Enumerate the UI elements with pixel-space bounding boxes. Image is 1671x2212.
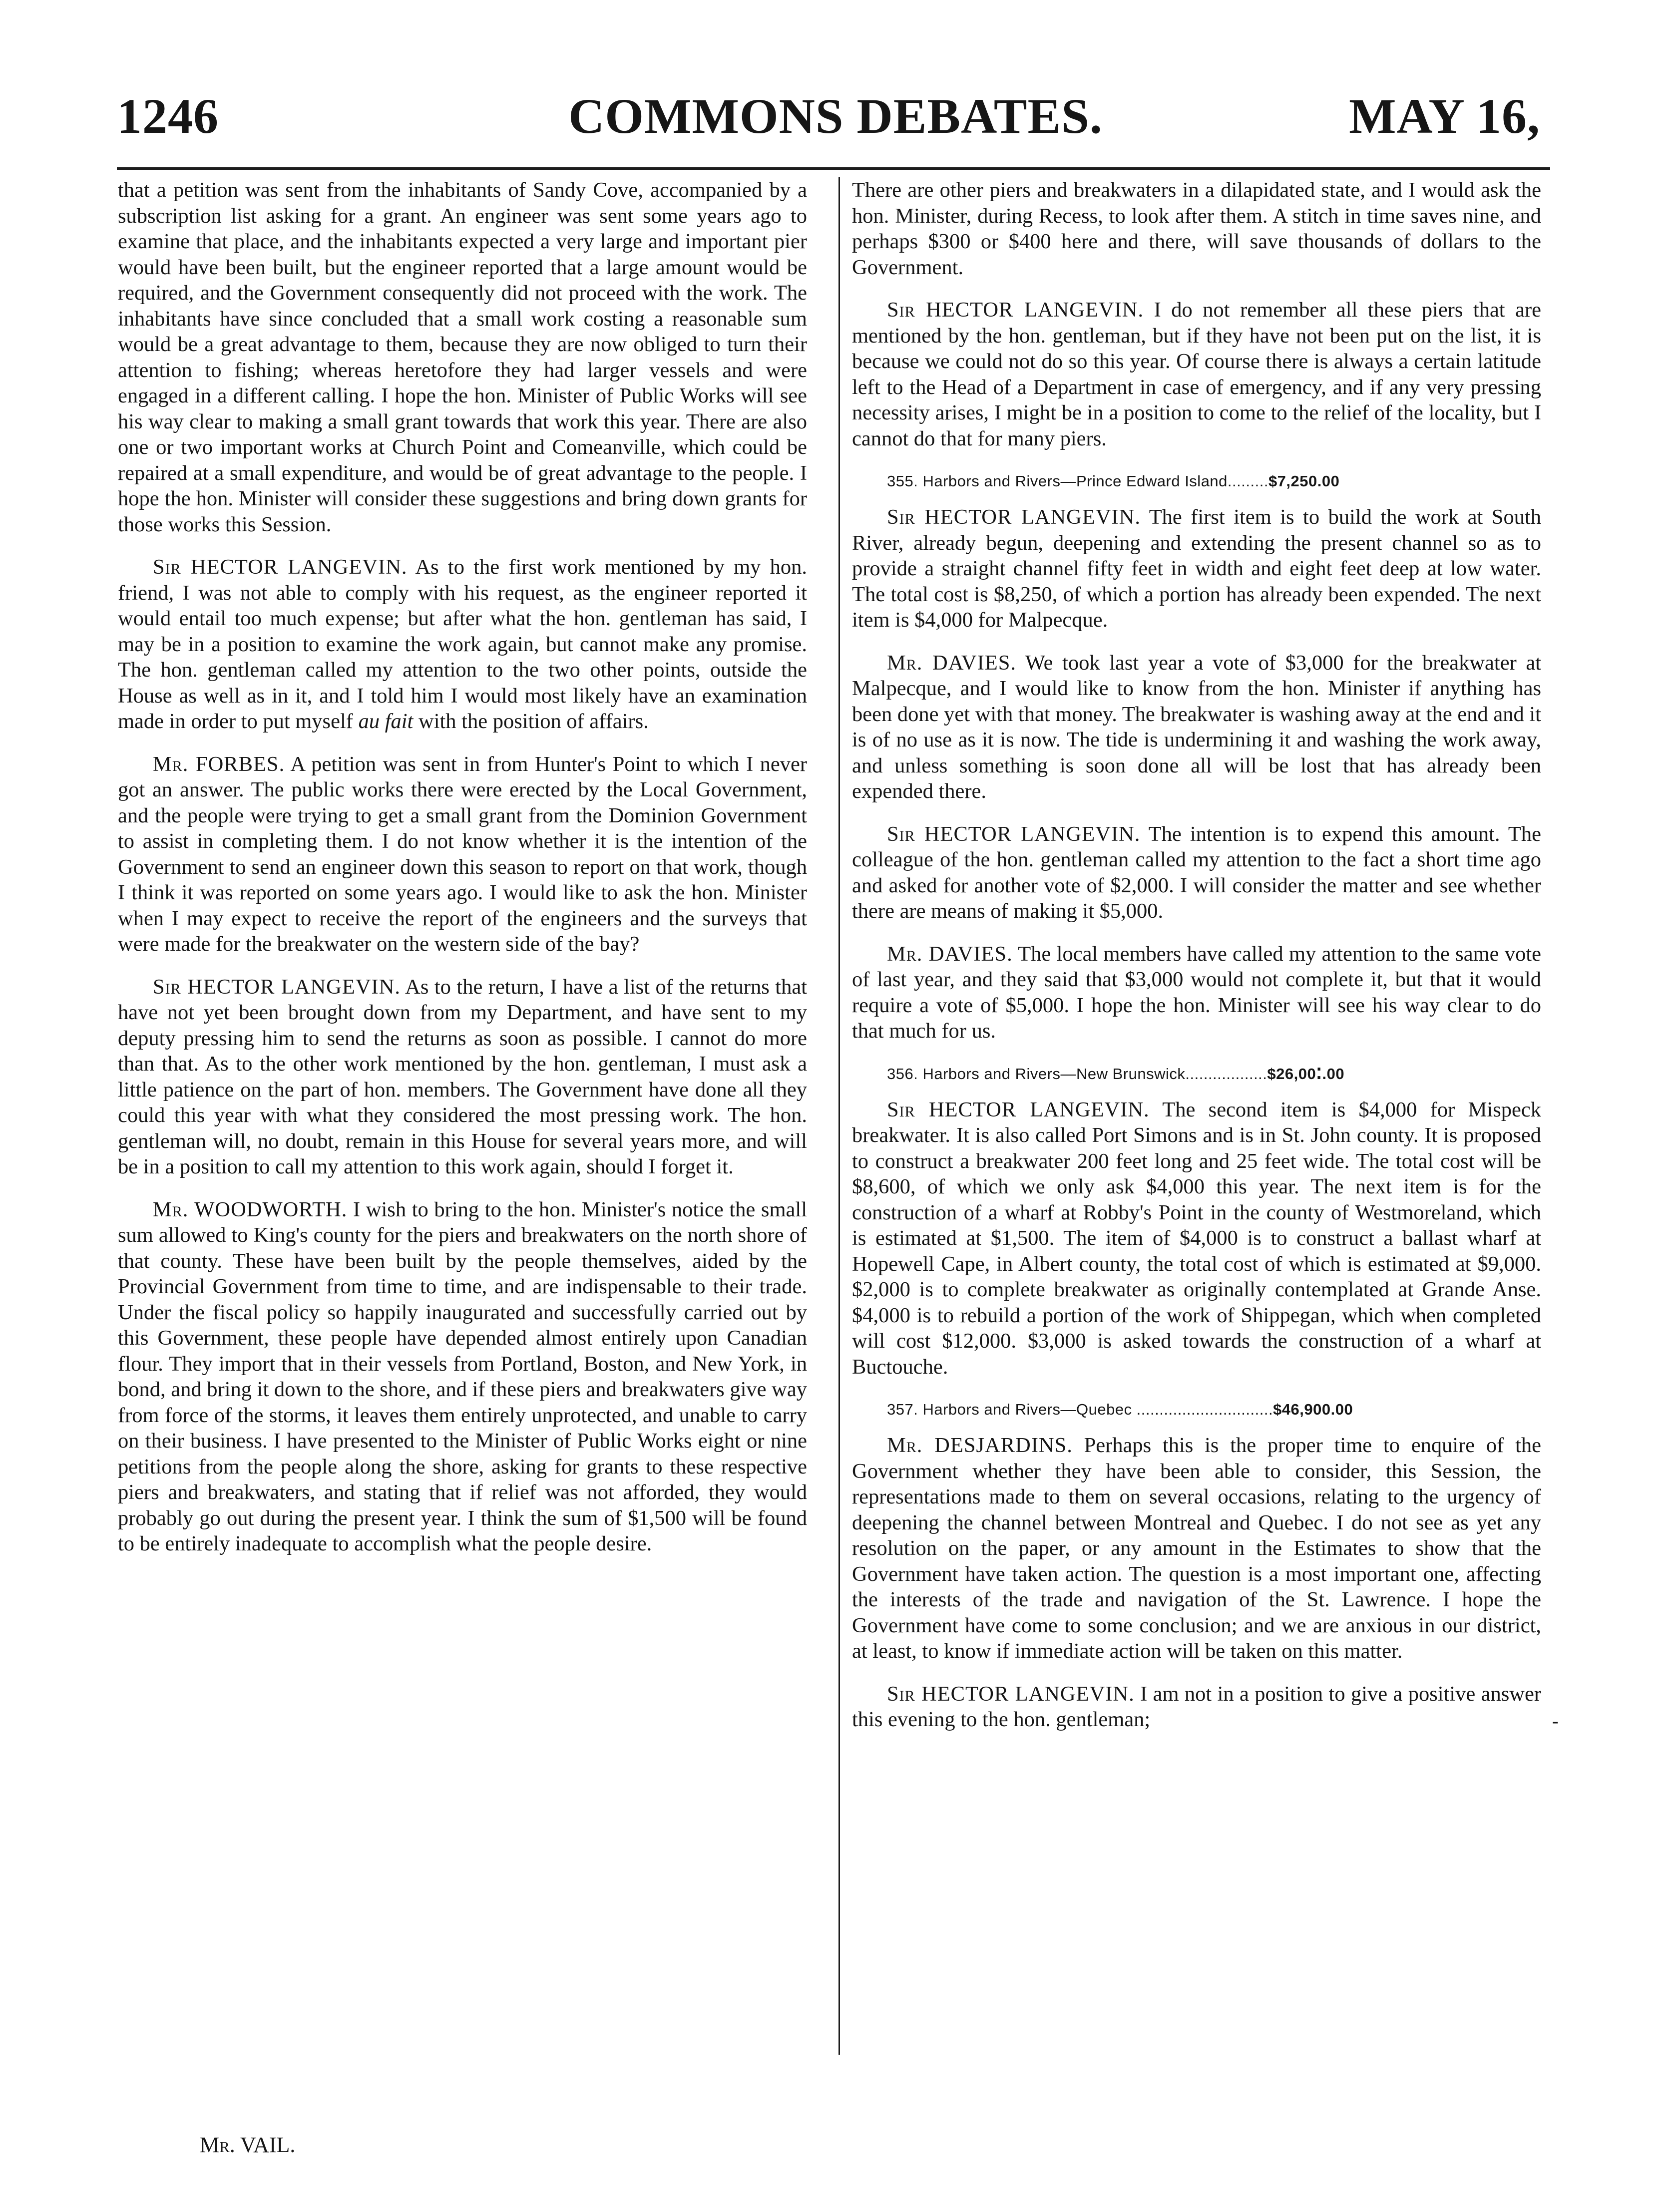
header-rule — [117, 167, 1550, 170]
catchword: Mr. VAIL. — [200, 2133, 296, 2157]
estimate-label: 356. Harbors and Rivers—New Brunswick.................. — [887, 1065, 1267, 1083]
paragraph — [852, 650, 1541, 804]
estimate-item — [887, 471, 1541, 491]
speaker-name: Mr. WOODWORTH. — [153, 1197, 348, 1221]
paragraph — [118, 1197, 807, 1557]
speech-text: with the position of affairs. — [418, 710, 649, 733]
estimate-amount: $46,900.00 — [1273, 1401, 1353, 1418]
paragraph — [852, 1681, 1541, 1733]
speaker-name: Sir HECTOR LANGEVIN. — [153, 975, 401, 999]
left-column — [118, 177, 807, 1557]
speaker-name: Mr. DAVIES. — [887, 651, 1017, 675]
speech-text: We took last year a vote of $3,000 for the breakwater at Malpecque, and I would like to know from the hon. Minister if anything has been done yet with that money. The breakwater is washing away at the end and it is of no use as it is now. The tide is undermining it and washing the work away, and unless something is soon done all will be lost that has already been expended there. — [852, 651, 1541, 803]
page-date: MAY 16, — [1349, 88, 1540, 144]
speaker-name: Sir HECTOR LANGEVIN. — [887, 298, 1144, 322]
speech-text: The intention is to expend this amount. The colleague of the hon. gentleman called my attention to the fact a short time ago and asked for another vote of $2,000. I will consider the matter and see whether there are means of making it $5,000. — [852, 822, 1542, 923]
paragraph — [852, 1433, 1541, 1664]
estimate-item — [887, 1064, 1541, 1084]
column-divider — [838, 177, 840, 2055]
speech-text: The first item is to build the work at South River, already begun, deepening and extending the present channel so as to provide a straight channel fifty feet in width and eight feet deep at low water. The total cost is $8,250, of which a portion has already been expended. The next item is $4,000 for Malpecque. — [852, 505, 1542, 632]
estimate-amount: $7,250.00 — [1268, 472, 1340, 490]
speaker-name: Sir HECTOR LANGEVIN. — [887, 822, 1141, 846]
right-column — [852, 177, 1541, 1733]
paragraph — [852, 821, 1541, 924]
speech-text: The second item is $4,000 for Mispeck breakwater. It is also called Port Simons and is in St. John county. It is proposed to construct a breakwater 200 feet long and 25 feet wide. The total cost will be $8,600, of which we only ask $4,000 this year. The next item is for the construction of a wharf at Robby's Point in the county of Westmoreland, which is estimated at $1,500. The item of $4,000 is to construct a ballast wharf at Hopewell Cape, in Albert county, the total cost of which is estimated at $9,000. $2,000 is to complete breakwater as originally contemplated at Grande Anse. $4,000 is to rebuild a portion of the work of Shippegan, which when completed will cost $12,000. $3,000 is asked towards the construction of a wharf at Buctouche. — [852, 1098, 1541, 1379]
italic-phrase: au fait — [358, 710, 414, 733]
paragraph: that a petition was sent from the inhabitants of Sandy Cove, accompanied by a subscription list asking for a grant. An engineer was sent some years ago to examine that place, and the inhabitants expected a very large and important pier would have been built, but the engineer reported that a large amount would be required, and the Government consequently did not proceed with the work. The inhabitants have since concluded that a small work costing a reasonable sum would be a great advantage to them, because they are now obliged to turn their attention to fishing; whereas heretofore they had larger vessels and were engaged in a different calling. I hope the hon. Minister of Public Works will see his way clear to making a small grant towards that work this year. There are also one or two important works at Church Point and Comeanville, which could be repaired at a small expenditure, and would be of great advantage to the people. I hope the hon. Minister will consider these suggestions and bring down grants for those works this Session. — [118, 178, 807, 536]
speech-text: Perhaps this is the proper time to enquire of the Government whether they have been able to consider, this Session, the representations made to them on several occasions, relating to the urgency of deepening the channel between Montreal and Quebec. I do not see as yet any resolution on the paper, or any amount in the Estimates to show that the Government have taken action. The question is a most important one, affecting the interests of the trade and navigation of the St. Lawrence. I hope the Government have come to some conclusion; and we are anxious in our district, at least, to know if immediate action will be taken on this matter. — [852, 1434, 1541, 1663]
estimate-amount: $26,00⁚.00 — [1267, 1065, 1345, 1083]
estimate-label: 357. Harbors and Rivers—Quebec .............................. — [887, 1401, 1273, 1418]
paragraph — [852, 297, 1541, 451]
speaker-name: Mr. DESJARDINS. — [887, 1434, 1073, 1457]
page-title: COMMONS DEBATES. — [568, 88, 1103, 144]
estimate-item — [887, 1400, 1541, 1420]
estimate-label: 355. Harbors and Rivers—Prince Edward Island......... — [887, 472, 1268, 490]
speech-text: As to the return, I have a list of the returns that have not yet been brought down from my Department, and have sent to my deputy pressing him to send the returns as soon as possible. I cannot do more than that. As to the other work mentioned by the hon. gentleman, I must ask a little patience on the part of hon. members. The Government have done all they could this year with what they considered the most pressing work. The hon. gentleman will, no doubt, remain in this House for several years more, and will be in a position to call my attention to this work again, should I forget it. — [118, 975, 808, 1178]
speaker-name: Sir HECTOR LANGEVIN. — [887, 1682, 1135, 1706]
paragraph — [852, 504, 1541, 633]
speech-text: I wish to bring to the hon. Minister's notice the small sum allowed to King's county for the piers and breakwaters on the north shore of that county. These have been built by the people themselves, aided by the Provincial Government from time to time, and are indispensable to their trade. Under the fiscal policy so happily inaugurated and successfully carried out by this Government, these people have depended almost entirely upon Canadian flour. They import that in their vessels from Portland, Boston, and New York, in bond, and bring it down to the shore, and if these piers and breakwaters give way from force of the storms, it leaves them entirely unprotected, and unable to carry on their business. I have presented to the Minister of Public Works eight or nine petitions from the people along the shore, asking for grants to these respective piers and breakwaters, and stating that if relief was not afforded, they would probably go out during the present year. I think the sum of $1,500 will be found to be entirely inadequate to accomplish what the people desire. — [118, 1197, 808, 1555]
speech-text: As to the first work mentioned by my hon. friend, I was not able to comply with his request, as the engineer reported it would entail too much expense; but after what the hon. gentleman has said, I may be in a position to examine the work again, but cannot make any promise. The hon. gentleman called my attention to the two other points, outside the House as well as in it, and I told him I would most likely have an examination made in order to put myself — [118, 555, 808, 733]
margin-dash: - — [1552, 1711, 1559, 1732]
paragraph: There are other piers and breakwaters in a dilapidated state, and I would ask the hon. Minister, during Recess, to look after them. A stitch in time saves nine, and perhaps $300 or $400 here and there, will save thousands of dollars to the Government. — [852, 178, 1541, 279]
speech-text: A petition was sent in from Hunter's Point to which I never got an answer. The public works there were erected by the Local Government, and the people were trying to get a small grant from the Dominion Government to assist in completing them. I do not know whether it is the intention of the Government to send an engineer down this season to report on that work, though I think it was reported on some years ago. I would like to ask the hon. Minister when I may expect to receive the report of the engineers and the surveys that were made for the breakwater on the western side of the bay? — [118, 752, 808, 956]
speaker-name: Mr. DAVIES. — [887, 942, 1013, 966]
speaker-name: Sir HECTOR LANGEVIN. — [887, 505, 1141, 529]
paragraph — [118, 554, 807, 735]
paragraph — [118, 751, 807, 957]
speaker-name: Sir HECTOR LANGEVIN. — [153, 555, 408, 579]
speech-text: I am not in a position to give a positive answer this evening to the hon. gentleman; — [852, 1682, 1541, 1731]
speaker-name: Sir HECTOR LANGEVIN. — [887, 1098, 1150, 1121]
speaker-name: Mr. FORBES. — [153, 752, 285, 776]
paragraph — [118, 974, 807, 1180]
paragraph — [852, 941, 1541, 1044]
speech-text: The local members have called my attention to the same vote of last year, and they said that $3,000 would not complete it, but that it would require a vote of $5,000. I hope the hon. Minister will see his way clear to do that much for us. — [852, 942, 1541, 1043]
page-number: 1246 — [117, 88, 219, 144]
speech-text: I do not remember all these piers that are mentioned by the hon. gentleman, but if they have not been put on the list, it is because we could not do so this year. Of course there is always a certain latitude left to the Head of a Department in case of emergency, and if any very pressing necessity arises, I might be in a position to come to the relief of the locality, but I cannot do that for many piers. — [852, 298, 1542, 450]
paragraph — [852, 1097, 1541, 1380]
